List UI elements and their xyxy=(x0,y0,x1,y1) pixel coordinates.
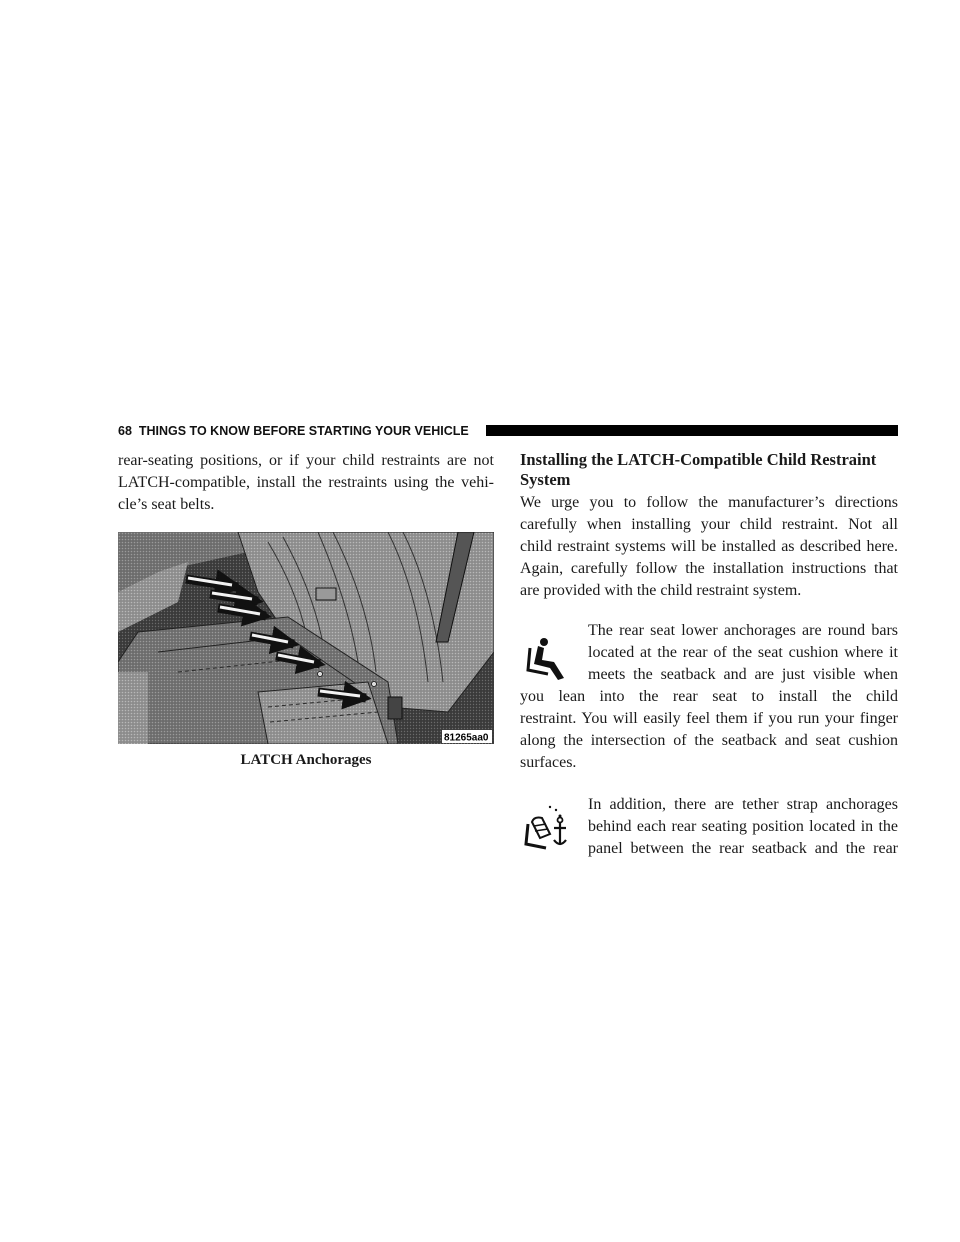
intro-paragraph xyxy=(118,450,494,516)
header-rule xyxy=(486,425,898,436)
text-line: are provided with the child restraint system. xyxy=(520,582,802,599)
figure-caption: LATCH Anchorages xyxy=(240,752,372,768)
heading-line: System xyxy=(520,470,571,489)
right-column xyxy=(520,450,898,860)
page-number: 68 xyxy=(118,424,132,438)
text-line: cle’s seat belts. xyxy=(118,496,215,513)
text-line: located at the rear of the seat cushion where it xyxy=(588,644,898,661)
header-label xyxy=(118,422,469,440)
text-line: along the intersection of the seatback and seat cushion xyxy=(520,732,898,749)
text-line: carefully when installing your child restraint. Not all xyxy=(520,516,898,533)
lower-anchorages-paragraph xyxy=(520,620,898,774)
text-line: panel between the rear seatback and the rear xyxy=(588,840,898,857)
tether-anchorages-paragraph xyxy=(520,794,898,860)
text-line: LATCH-compatible, install the restraints using the vehi- xyxy=(118,474,494,491)
text-line: behind each rear seating position located in the xyxy=(588,818,898,835)
text-line: The rear seat lower anchorages are round bars xyxy=(588,622,898,639)
seat-illustration xyxy=(118,532,494,744)
instructions-paragraph xyxy=(520,492,898,602)
text-line: Again, carefully follow the installation instructions that xyxy=(520,560,898,577)
child-seat-tether-anchor-icon xyxy=(520,804,572,854)
page-header xyxy=(118,422,898,440)
text-line: We urge you to follow the manufacturer’s directions xyxy=(520,494,898,511)
text-line: surfaces. xyxy=(520,754,577,771)
heading-line: Installing the LATCH-Compatible Child Restraint xyxy=(520,450,877,469)
tether-anchorages-text xyxy=(520,794,898,860)
text-line: In addition, there are tether strap anchorages xyxy=(588,796,898,813)
left-column xyxy=(118,450,494,770)
section-title: THINGS TO KNOW BEFORE STARTING YOUR VEHICLE xyxy=(138,424,469,438)
lower-anchorages-text xyxy=(520,620,898,774)
child-seat-lower-anchor-icon xyxy=(520,634,572,684)
text-line: you lean into the rear seat to install the child xyxy=(520,688,898,705)
latch-anchorages-figure xyxy=(118,532,494,744)
section-heading xyxy=(520,450,898,490)
text-line: child restraint systems will be installed as described here. xyxy=(520,538,898,555)
text-line: meets the seatback and are just visible when xyxy=(588,666,898,683)
figure-code: 81265aa0 xyxy=(444,732,489,744)
text-line: rear-seating positions, or if your child restraints are not xyxy=(118,452,494,469)
text-line: restraint. You will easily feel them if you run your finger xyxy=(520,710,898,727)
